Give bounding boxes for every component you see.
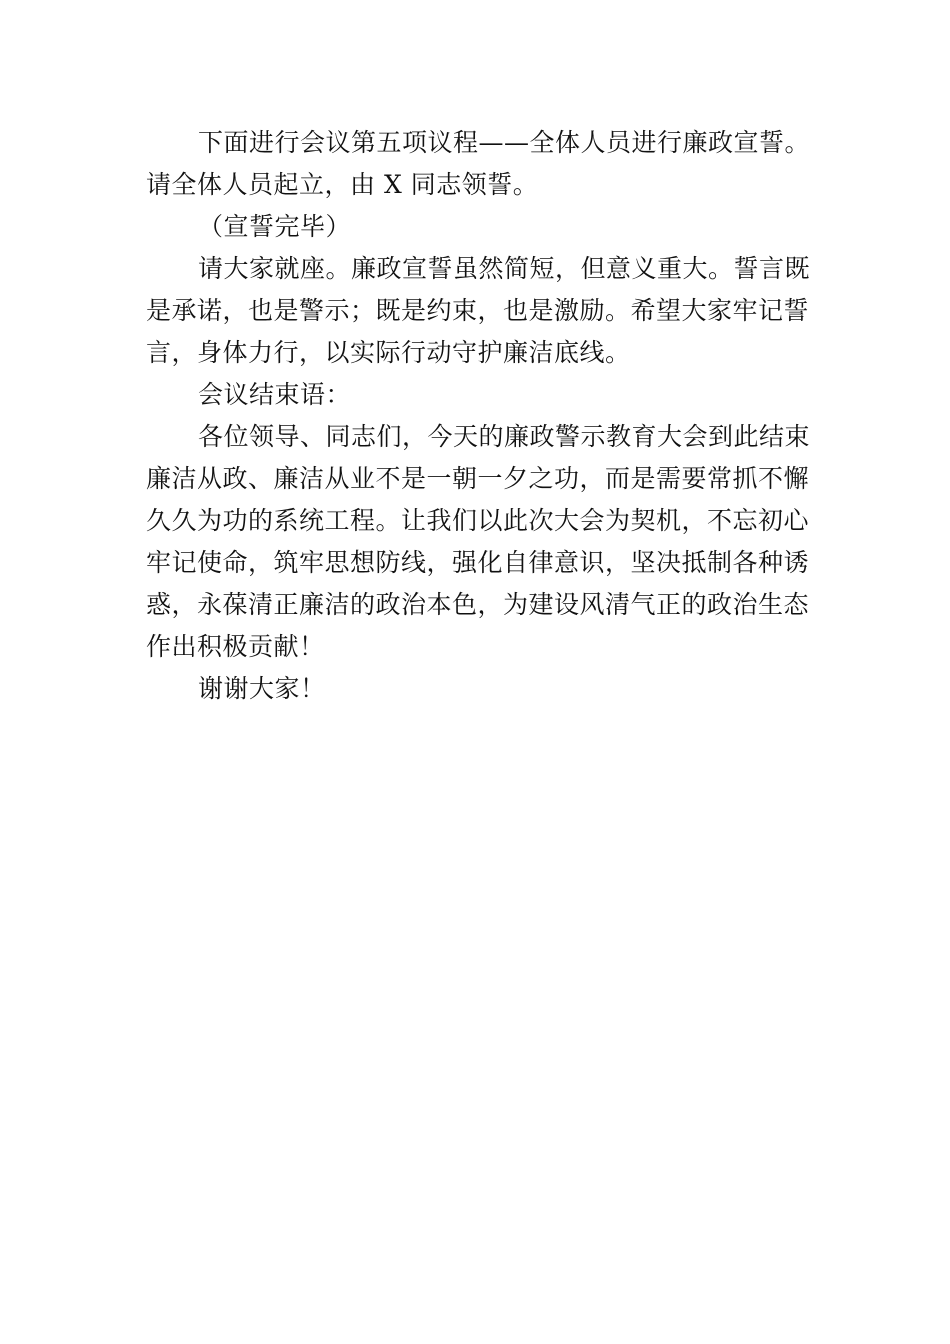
paragraph-thanks [146,668,806,710]
paragraph-closing-heading [146,374,806,416]
paragraph-oath-complete [146,206,806,248]
text-line: 廉洁从政、廉洁从业不是一朝一夕之功，而是需要常抓不懈 [146,464,810,493]
text-line: 各位领导、同志们，今天的廉政警示教育大会到此结束 [198,422,811,451]
paragraph-closing-speech [146,416,811,668]
text-line: 惑，永葆清正廉洁的政治本色，为建设风清气正的政治生态 [146,590,810,619]
text-line: 牢记使命，筑牢思想防线，强化自律意识，坚决抵制各种诱 [146,548,810,577]
text-line: （宣誓完毕） [198,212,352,241]
text-line: 下面进行会议第五项议程——全体人员进行廉政宣誓。 [198,128,811,157]
text-line: 请大家就座。廉政宣誓虽然简短，但意义重大。誓言既 [198,254,811,283]
text-line: 作出积极贡献！ [146,632,325,661]
text-line: 谢谢大家！ [198,674,326,703]
text-line: 会议结束语： [198,380,352,409]
text-line: 请全体人员起立，由 X 同志领誓。 [146,170,539,199]
text-line: 是承诺，也是警示；既是约束，也是激励。希望大家牢记誓 [146,296,810,325]
text-line: 言，身体力行，以实际行动守护廉洁底线。 [146,338,631,367]
document-body [146,122,811,710]
paragraph-be-seated [146,248,811,374]
paragraph-oath-agenda [146,122,811,206]
text-line: 久久为功的系统工程。让我们以此次大会为契机，不忘初心 [146,506,810,535]
